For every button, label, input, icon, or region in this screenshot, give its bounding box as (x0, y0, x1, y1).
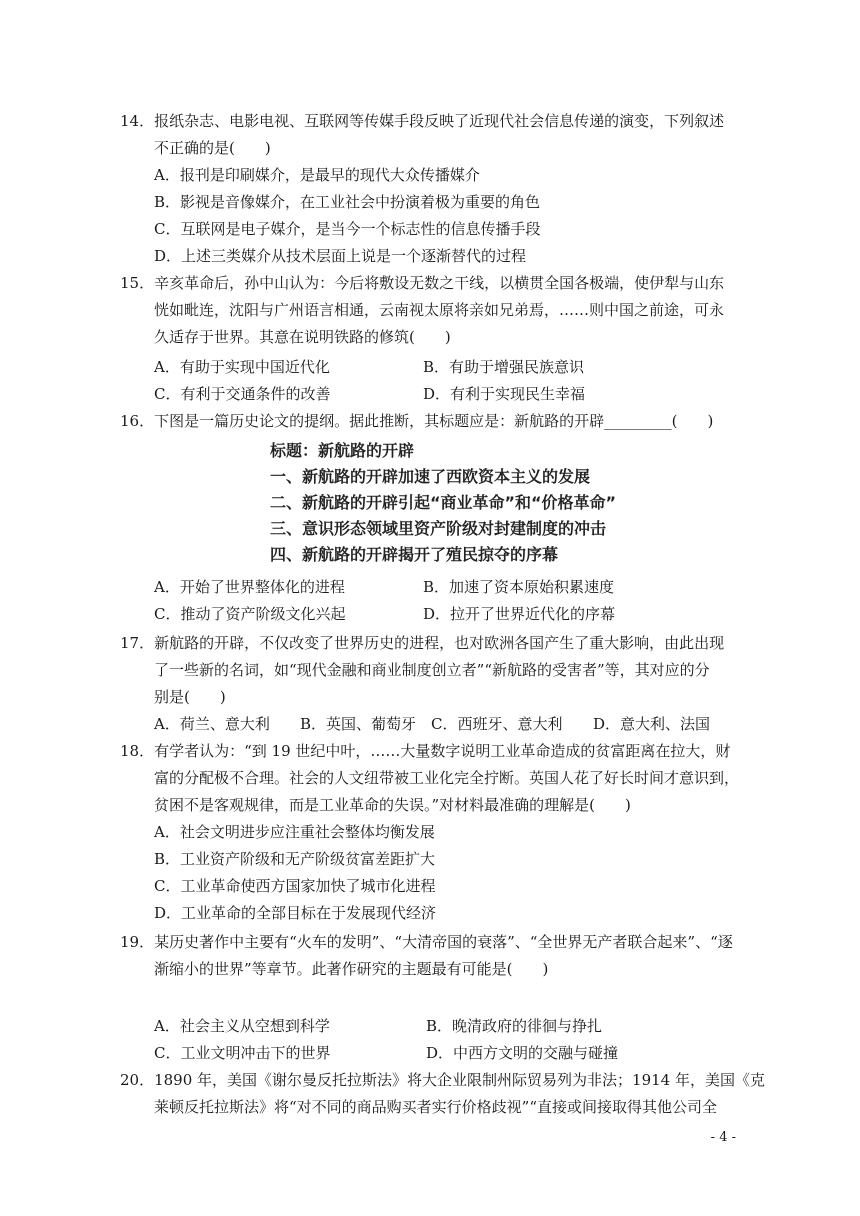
question-stem: 17．新航路的开辟，不仅改变了世界历史的进程，也对欧洲各国产生了重大影响，由此出现 (120, 634, 725, 652)
option-b: B．影视是音像媒介，在工业社会中扮演着极为重要的角色 (154, 193, 541, 211)
question-14 (120, 108, 740, 270)
question-stem: 恍如毗连，沈阳与广州语言相通，云南视太原将亲如兄弟焉，……则中国之前途，可永 (154, 301, 725, 319)
option-d: D．有利于实现民生幸福 (423, 385, 586, 403)
question-stem: 了一些新的名词，如“现代金融和商业制度创立者”“新航路的受害者”等，其对应的分 (154, 661, 710, 679)
option-a: A．社会文明进步应注重社会整体均衡发展 (154, 823, 435, 841)
option-c: C．工业文明冲击下的世界 (154, 1044, 331, 1062)
outline-item: 四、新航路的开辟揭开了殖民掠夺的序幕 (270, 545, 559, 564)
option-a: A．报刊是印刷媒介，是最早的现代大众传播媒介 (154, 166, 480, 184)
option-c: C．推动了资产阶级文化兴起 (154, 605, 346, 623)
question-stem: 15．辛亥革命后，孙中山认为：今后将敷设无数之干线，以横贯全国各极端，使伊犁与山东 (120, 274, 725, 292)
question-stem: 别是( ) (154, 688, 226, 706)
option-b: B．加速了资本原始积累速度 (423, 578, 615, 596)
option-b: B．晚清政府的徘徊与挣扎 (426, 1017, 603, 1035)
option-c: C．有利于交通条件的改善 (154, 385, 331, 403)
question-15 (120, 270, 740, 351)
outline-item: 二、新航路的开辟引起“商业革命”和“价格革命” (270, 493, 617, 512)
option-d: D．拉开了世界近代化的序幕 (423, 605, 616, 623)
question-16 (120, 408, 740, 435)
option-c: C．西班牙、意大利 (431, 715, 563, 733)
option-a: A．有助于实现中国近代化 (154, 358, 330, 376)
question-stem: 富的分配极不合理。社会的人文纽带被工业化完全拧断。英国人花了好长时间才意识到， (154, 769, 740, 787)
question-stem: 渐缩小的世界”等章节。此著作研究的主题最有可能是( ) (154, 960, 549, 978)
option-d: D．工业革命的全部目标在于发展现代经济 (154, 904, 437, 922)
option-b: B．英国、葡萄牙 (300, 715, 417, 733)
option-d: D．中西方文明的交融与碰撞 (426, 1044, 619, 1062)
question-stem: 16．下图是一篇历史论文的提纲。据此推断，其标题应是：新航路的开辟_________( ) (120, 412, 714, 430)
outline-item: 一、新航路的开辟加速了西欧资本主义的发展 (270, 467, 591, 486)
option-c: C．互联网是电子媒介，是当今一个标志性的信息传播手段 (154, 220, 541, 238)
question-20 (120, 1067, 765, 1121)
question-stem: 贫困不是客观规律，而是工业革命的失误。”对材料最准确的理解是( ) (154, 796, 631, 814)
question-stem: 莱顿反托拉斯法》将“对不同的商品购买者实行价格歧视”“直接或间接取得其他公司全 (154, 1098, 718, 1116)
essay-outline-image (270, 438, 650, 568)
option-d: D．意大利、法国 (593, 715, 711, 733)
outline-item: 三、意识形态领域里资产阶级对封建制度的冲击 (270, 519, 607, 538)
question-18 (120, 738, 740, 927)
option-d: D．上述三类媒介从技术层面上说是一个逐渐替代的过程 (154, 247, 527, 265)
page-number: - 4 - (710, 1130, 736, 1145)
option-a: A．荷兰、意大利 (154, 715, 270, 733)
question-stem: 久适存于世界。其意在说明铁路的修筑( ) (154, 328, 451, 346)
outline-title: 标题：新航路的开辟 (270, 441, 415, 460)
question-stem: 19．某历史著作中主要有“火车的发明”、“大清帝国的衰落”、“全世界无产者联合起来”、“逐 (120, 933, 733, 951)
option-c: C．工业革命使西方国家加快了城市化进程 (154, 877, 436, 895)
question-17 (120, 630, 740, 711)
question-stem: 18．有学者认为：“到 19 世纪中叶，……大量数字说明工业革命造成的贫富距离在拉大，财 (120, 742, 731, 760)
option-b: B．有助于增强民族意识 (423, 358, 585, 376)
option-b: B．工业资产阶级和无产阶级贫富差距扩大 (154, 850, 436, 868)
question-stem: 20．1890 年，美国《谢尔曼反托拉斯法》将大企业限制州际贸易列为非法；1914 年，美国《克 (120, 1071, 765, 1089)
question-stem: 14．报纸杂志、电影电视、互联网等传媒手段反映了近现代社会信息传递的演变，下列叙述 (120, 112, 725, 130)
question-19 (120, 929, 740, 983)
question-stem: 不正确的是( ) (154, 139, 271, 157)
option-a: A．开始了世界整体化的进程 (154, 578, 345, 596)
option-a: A．社会主义从空想到科学 (154, 1017, 330, 1035)
